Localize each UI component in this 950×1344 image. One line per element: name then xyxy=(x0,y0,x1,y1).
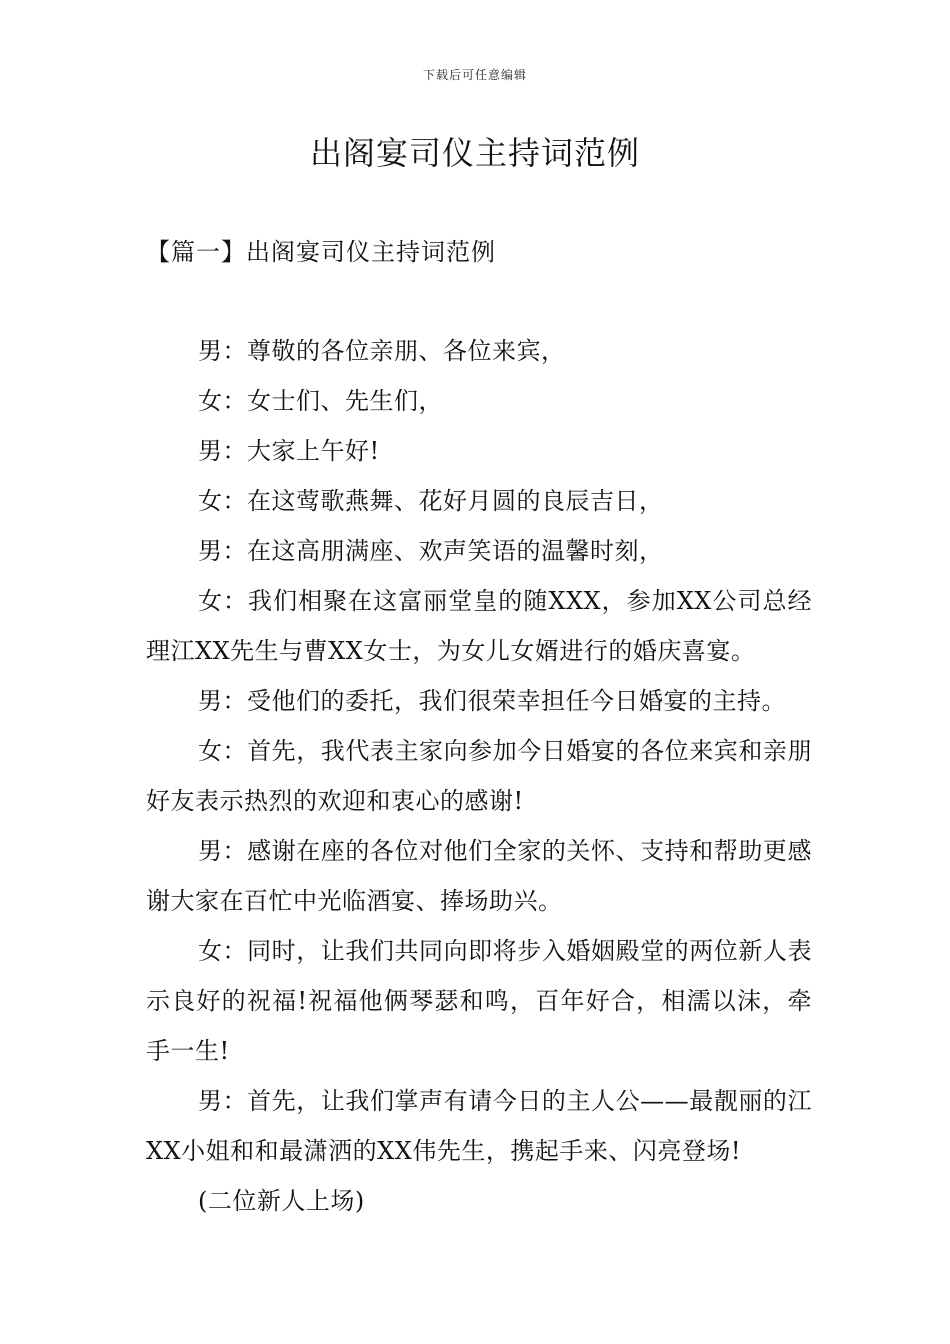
document-body xyxy=(146,326,812,1226)
paragraph: 女：在这莺歌燕舞、花好月圆的良辰吉日， xyxy=(198,487,664,515)
paragraph: 男：受他们的委托，我们很荣幸担任今日婚宴的主持。 xyxy=(198,687,786,715)
paragraph: (二位新人上场) xyxy=(198,1187,365,1215)
document-title: 出阁宴司仪主持词范例 xyxy=(309,134,640,172)
paragraph: 男：感谢在座的各位对他们全家的关怀、支持和帮助更感谢大家在百忙中光临酒宴、捧场助兴。 xyxy=(146,837,812,915)
paragraph: 女：首先，我代表主家向参加今日婚宴的各位来宾和亲朋好友表示热烈的欢迎和衷心的感谢! xyxy=(146,737,812,815)
paragraph: 女：女士们、先生们， xyxy=(198,387,443,415)
section-heading: 【篇一】出阁宴司仪主持词范例 xyxy=(146,238,496,266)
paragraph: 女：我们相聚在这富丽堂皇的随XXX，参加XX公司总经理江XX先生与曹XX女士，为女儿女婿进行的婚庆喜宴。 xyxy=(146,587,812,665)
paragraph: 男：大家上午好! xyxy=(198,437,380,465)
header-note: 下载后可任意编辑 xyxy=(422,68,527,82)
paragraph: 男：尊敬的各位亲朋、各位来宾， xyxy=(198,337,566,365)
paragraph: 男：在这高朋满座、欢声笑语的温馨时刻， xyxy=(198,537,664,565)
paragraph: 女：同时，让我们共同向即将步入婚姻殿堂的两位新人表示良好的祝福!祝福他俩琴瑟和鸣，百年好合，相濡以沫，牵手一生! xyxy=(146,937,812,1065)
paragraph: 男：首先，让我们掌声有请今日的主人公——最靓丽的江XX小姐和和最潇洒的XX伟先生，携起手来、闪亮登场! xyxy=(146,1087,812,1165)
